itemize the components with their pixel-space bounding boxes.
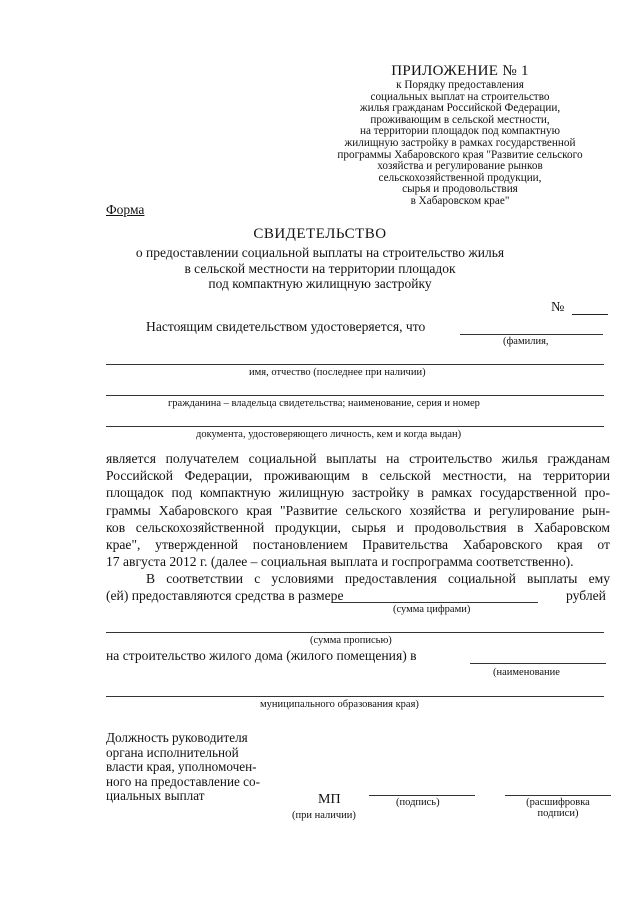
name-caption: имя, отчество (последнее при наличии) — [249, 367, 426, 378]
position-line: Должность руководителя — [106, 730, 248, 745]
amount-words-field[interactable] — [106, 632, 604, 633]
position-line: органа исполнительной — [106, 744, 239, 760]
body-line: граммы Хабаровского края "Развитие сельского хозяйства и регулирование рын- — [106, 502, 610, 518]
body-line: является получателем социальной выплаты на строительство жилья гражданам — [106, 451, 610, 466]
body-paragraph — [106, 450, 610, 570]
amount-words-caption: (сумма прописью) — [310, 635, 392, 646]
citizen-caption: гражданина – владельца свидетельства; наименование, серия и номер — [168, 398, 480, 409]
municipality-caption: муниципального образования края) — [260, 699, 419, 710]
appendix-line: жилья гражданам Российской Федерации, — [359, 102, 561, 115]
form-label: Форма — [106, 202, 145, 217]
payment-line-1: В соответствии с условиями предоставления социальной выплаты ему — [146, 571, 610, 586]
signature-field[interactable] — [369, 795, 475, 796]
certificate-number-label: № — [551, 300, 565, 315]
appendix-line: социальных выплат на строительство — [370, 90, 550, 103]
surname-caption: (фамилия, — [503, 336, 549, 347]
appendix-line: сырья и продовольствия — [402, 183, 518, 196]
body-line: ков сельскохозяйственной продукции, сырья и продовольствия в Хабаровском — [106, 519, 610, 535]
signatory-position — [106, 731, 260, 804]
appendix-line: программы Хабаровского края "Развитие сельского — [337, 148, 583, 161]
name-field[interactable] — [106, 364, 604, 365]
decode-caption-line: подписи) — [537, 808, 579, 819]
signature-decode-field[interactable] — [505, 795, 611, 796]
subtitle-line: под компактную жилищную застройку — [208, 276, 432, 291]
amount-digits-caption: (сумма цифрами) — [393, 604, 471, 615]
seal-label: МП — [318, 792, 341, 807]
signature-decode-caption — [513, 797, 603, 819]
appendix-line: в Хабаровском крае" — [410, 194, 510, 207]
decode-caption-line: (расшифровка — [526, 797, 590, 808]
appendix-line: к Порядку предоставления — [396, 79, 524, 91]
position-line: власти края, уполномочен- — [106, 759, 257, 775]
payment-line-2-prefix: (ей) предоставляются средства в размере — [106, 588, 344, 603]
appendix-line: проживающим в сельской местности, — [370, 113, 550, 126]
construction-text: на строительство жилого дома (жилого помещения) в — [106, 648, 417, 663]
certify-text: Настоящим свидетельством удостоверяется, что — [146, 319, 426, 334]
appendix-line: хозяйства и регулирование рынков — [377, 160, 543, 173]
signature-caption: (подпись) — [396, 797, 440, 808]
surname-field[interactable] — [460, 334, 603, 335]
body-line: Российской Федерации, проживающим в сельской местности, на территории — [106, 468, 610, 484]
body-line: крае", утвержденной постановлением Правительства Хабаровского края от — [106, 537, 610, 553]
amount-digits-field[interactable] — [332, 602, 538, 603]
municipality-field[interactable] — [106, 696, 604, 697]
position-line: ного на предоставление со- — [106, 773, 261, 789]
position-line: циальных выплат — [106, 788, 205, 804]
municipality-name-field[interactable] — [470, 663, 606, 664]
body-line: площадок под компактную жилищную застройку в рамках государственной про- — [106, 485, 610, 501]
appendix-title: ПРИЛОЖЕНИЕ № 1 — [391, 63, 529, 79]
subtitle-line: о предоставлении социальной выплаты на строительство жилья — [135, 245, 505, 260]
document-caption: документа, удостоверяющего личность, кем и когда выдан) — [196, 429, 462, 440]
document-field[interactable] — [106, 426, 604, 427]
municipality-name-caption: (наименование — [493, 667, 560, 678]
body-line: 17 августа 2012 г. (далее – социальная выплата и госпрограмма соответственно). — [106, 554, 574, 570]
citizen-field[interactable] — [106, 395, 604, 396]
certificate-number-field[interactable] — [572, 314, 608, 315]
subtitle-line: в сельской местности на территории площадок — [184, 260, 456, 276]
appendix-header — [300, 62, 620, 208]
appendix-line: на территории площадок под компактную — [360, 125, 560, 138]
appendix-line: сельскохозяйственной продукции, — [378, 171, 542, 184]
payment-line-2-suffix: рублей — [566, 588, 606, 603]
certificate-title: СВИДЕТЕЛЬСТВО — [253, 226, 387, 242]
appendix-line: жилищную застройку в рамках государственной — [344, 136, 576, 149]
seal-note: (при наличии) — [292, 810, 356, 821]
certificate-subtitle — [100, 245, 540, 292]
